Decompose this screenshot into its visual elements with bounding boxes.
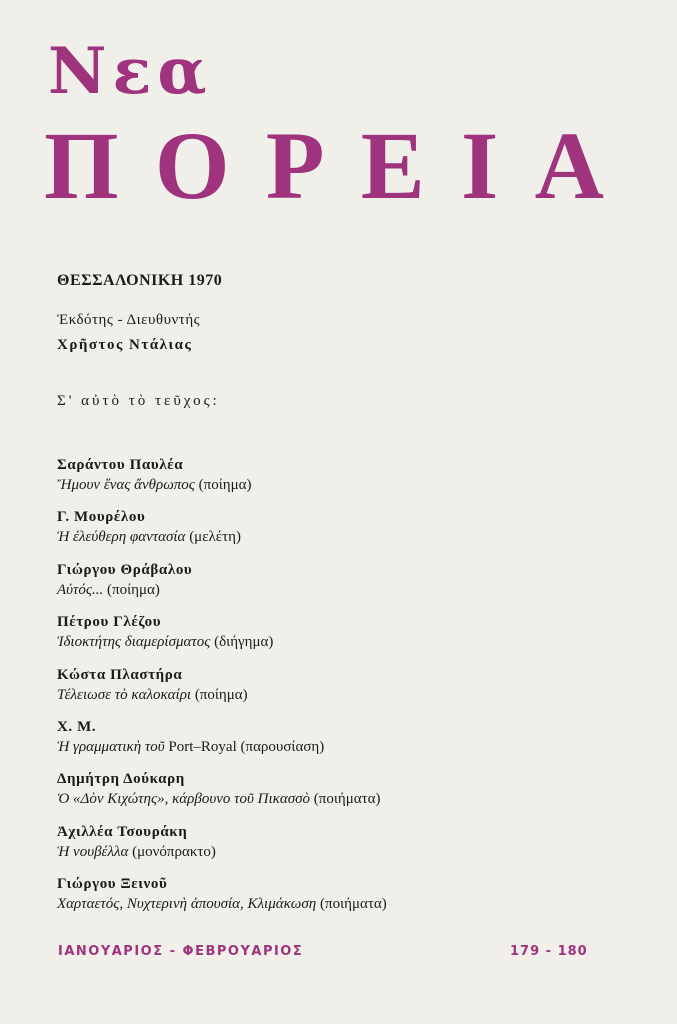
toc-entry: [57, 769, 637, 821]
publisher-name: Χρῆστος Ντάλιας: [57, 337, 193, 353]
toc-author: Ἀχιλλέα Τσουράκη: [57, 823, 188, 840]
table-of-contents: [57, 455, 637, 927]
toc-type: (ποίημα): [198, 477, 252, 493]
toc-work: [57, 580, 637, 600]
toc-work: [57, 737, 637, 757]
toc-work: [57, 527, 637, 547]
city-year: ΘΕΣΣΑΛΟΝΙΚΗ 1970: [57, 272, 223, 289]
toc-title: Ἡ ἐλεύθερη φαντασία: [57, 529, 186, 546]
toc-type: (μονόπρακτο): [132, 843, 216, 860]
toc-type: (μελέτη): [189, 529, 241, 546]
toc-author: Σαράντου Παυλέα: [57, 457, 184, 473]
toc-work: [57, 685, 637, 705]
toc-author: Γιώργου Θράβαλου: [57, 561, 193, 578]
toc-entry: [57, 665, 637, 717]
toc-title: Αὐτός...: [57, 581, 104, 598]
toc-work: [57, 894, 637, 914]
toc-work: [57, 475, 637, 495]
toc-title: Χαρταετός, Νυχτερινὴ ἀπουσία, Κλιμάκωση: [57, 896, 317, 913]
masthead-poreia: [44, 112, 604, 219]
toc-entry: [57, 717, 637, 769]
toc-work: [57, 842, 637, 862]
toc-title: Ἡ γραμματικὴ τοῦ: [57, 738, 165, 755]
toc-author: Πέτρου Γλέζου: [57, 614, 162, 631]
toc-title: Ὁ «Δὸν Κιχώτης», κάρβουνο τοῦ Πικασσὸ: [57, 791, 310, 808]
masthead-letter: Ρ: [265, 112, 325, 219]
toc-entry: [57, 874, 637, 926]
masthead-letter: Ε: [360, 112, 425, 219]
masthead-letter: Α: [534, 112, 604, 219]
toc-author: Δημήτρη Δούκαρη: [57, 771, 185, 788]
toc-title-roman: Port–Royal: [168, 738, 237, 755]
issue-months: ΙΑΝΟΥΑΡΙΟΣ - ΦΕΒΡΟΥΑΡΙΟΣ: [58, 944, 304, 959]
toc-title: Ἰδιοκτήτης διαμερίσματος: [57, 634, 211, 651]
issue-contents-heading: Σ' αὐτὸ τὸ τεῦχος:: [57, 393, 220, 409]
toc-title: Ἡ νουβέλλα: [57, 843, 129, 860]
masthead-nea: Νεα: [48, 34, 213, 109]
toc-type: (διήγημα): [214, 634, 274, 651]
toc-author: Γ. Μουρέλου: [57, 509, 146, 526]
toc-type: (ποίημα): [107, 581, 160, 598]
masthead-letter: Π: [44, 112, 119, 219]
toc-type: (παρουσίαση): [240, 738, 325, 755]
toc-work: [57, 789, 637, 809]
toc-type: (ποιήματα): [313, 791, 381, 808]
toc-type: (ποίημα): [194, 686, 248, 703]
toc-entry: [57, 455, 637, 507]
masthead-letter: Ο: [154, 112, 230, 219]
masthead-letter: Ι: [461, 112, 499, 219]
toc-entry: [57, 612, 637, 664]
toc-entry: [57, 560, 637, 612]
toc-entry: [57, 822, 637, 874]
toc-title: Ἤμουν ἕνας ἄνθρωπος: [57, 477, 195, 493]
toc-author: Γιώργου Ξεινοῦ: [57, 876, 168, 893]
toc-type: (ποιήματα): [320, 896, 387, 913]
publisher-label: Ἐκδότης - Διευθυντής: [57, 312, 201, 328]
toc-work: [57, 632, 637, 652]
toc-entry: [57, 507, 637, 559]
toc-author: Χ. Μ.: [57, 718, 97, 735]
toc-author: Κώστα Πλαστήρα: [57, 666, 183, 683]
issue-numbers: 179 - 180: [510, 944, 588, 959]
toc-title: Τέλειωσε τὸ καλοκαίρι: [57, 686, 192, 703]
